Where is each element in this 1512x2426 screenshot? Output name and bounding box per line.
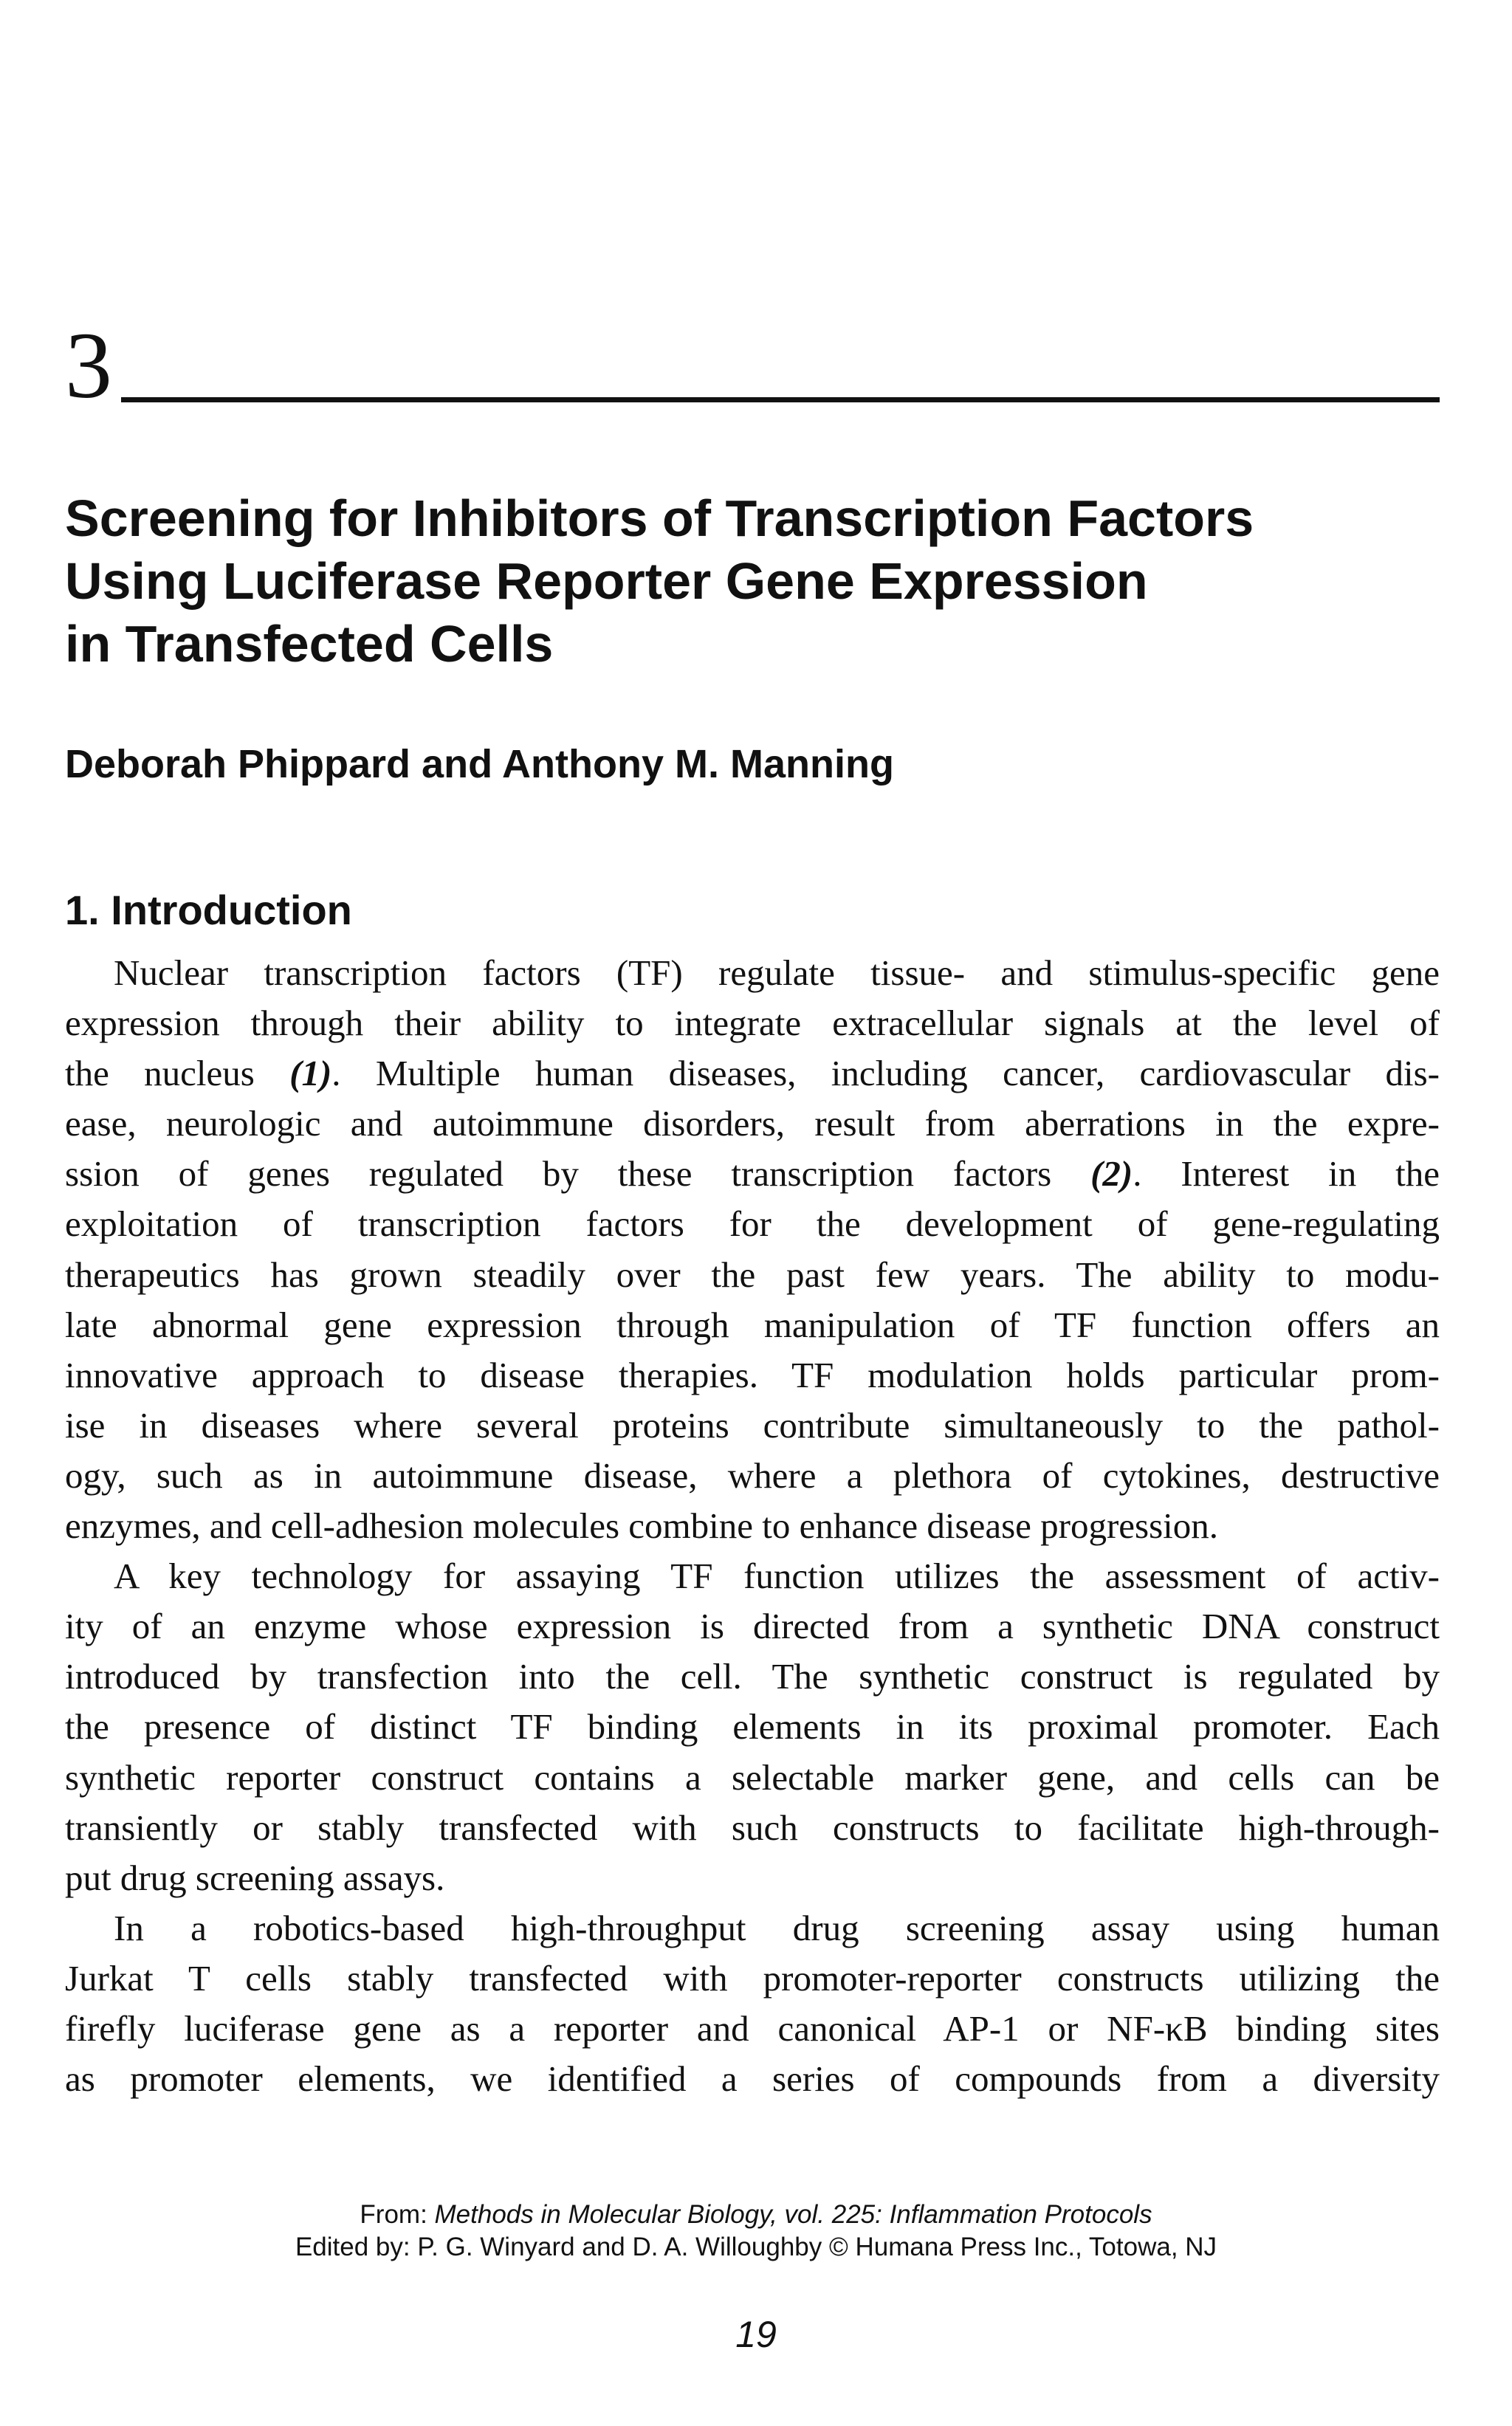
chapter-header	[65, 310, 1440, 421]
source-footer	[0, 2199, 1512, 2264]
footer-edited-line: Edited by: P. G. Winyard and D. A. Willoughby © Humana Press Inc., Totowa, NJ	[295, 2233, 1217, 2261]
citation-ref: (1)	[289, 1053, 332, 1094]
text-line: expression through their ability to integrate extracellular signals at the level of	[65, 1003, 1440, 1044]
text-line: Nuclear transcription factors (TF) regulate tissue- and stimulus-specific gene	[114, 952, 1440, 993]
text-line: late abnormal gene expression through manipulation of TF function offers an	[65, 1304, 1440, 1345]
text-line: In a robotics-based high-throughput drug screening assay using human	[114, 1907, 1440, 1948]
text-line: transiently or stably transfected with such constructs to facilitate high-through-	[65, 1807, 1440, 1848]
footer-from-label: From:	[360, 2200, 435, 2229]
chapter-title	[65, 487, 1440, 676]
text-fragment: ssion of genes regulated by these transcription factors	[65, 1153, 1091, 1195]
authors: Deborah Phippard and Anthony M. Manning	[65, 742, 894, 786]
text-line: as promoter elements, we identified a series of compounds from a diversity	[65, 2058, 1440, 2100]
title-line: Using Luciferase Reporter Gene Expression	[65, 552, 1148, 610]
text-line: enzymes, and cell-adhesion molecules combine to enhance disease progression.	[65, 1505, 1219, 1547]
footer-source: Methods in Molecular Biology, vol. 225: Inflammation Protocols	[434, 2200, 1152, 2229]
text-line: ity of an enzyme whose expression is directed from a synthetic DNA construct	[65, 1606, 1440, 1647]
text-fragment: the nucleus	[65, 1053, 290, 1094]
text-line: synthetic reporter construct contains a selectable marker gene, and cells can be	[65, 1756, 1440, 1798]
text-line: A key technology for assaying TF function utilizes the assessment of activ-	[114, 1556, 1440, 1597]
chapter-number: 3	[65, 313, 112, 418]
text-line: put drug screening assays.	[65, 1857, 445, 1898]
chapter-rule	[121, 397, 1440, 402]
text-line: exploitation of transcription factors for the development of gene-regulating	[65, 1203, 1440, 1245]
text-line	[65, 1048, 1440, 1099]
text-line: ease, neurologic and autoimmune disorders, result from aberrations in the expre-	[65, 1103, 1440, 1144]
title-line: in Transfected Cells	[65, 615, 554, 673]
text-line: ise in diseases where several proteins contribute simultaneously to the pathol-	[65, 1404, 1440, 1446]
title-line: Screening for Inhibitors of Transcription Factors	[65, 489, 1254, 547]
body-text	[65, 948, 1440, 2104]
text-fragment: . Interest in the	[1133, 1153, 1440, 1195]
citation-ref: (2)	[1090, 1153, 1133, 1195]
text-line: introduced by transfection into the cell. The synthetic construct is regulated by	[65, 1656, 1440, 1697]
text-line	[65, 1149, 1440, 1199]
text-line: therapeutics has grown steadily over the past few years. The ability to modu-	[65, 1254, 1440, 1295]
text-line: firefly luciferase gene as a reporter and canonical AP-1 or NF-κB binding sites	[65, 2007, 1440, 2049]
page-number: 19	[735, 2314, 777, 2355]
text-line: ogy, such as in autoimmune disease, where a plethora of cytokines, destructive	[65, 1454, 1440, 1496]
text-line: Jurkat T cells stably transfected with promoter-reporter constructs utilizing the	[65, 1957, 1440, 1999]
text-line: the presence of distinct TF binding elements in its proximal promoter. Each	[65, 1706, 1440, 1748]
text-line: innovative approach to disease therapies. TF modulation holds particular prom-	[65, 1354, 1440, 1395]
footer-source-line	[0, 2199, 1512, 2231]
text-fragment: . Multiple human diseases, including cancer, cardiovascular dis-	[331, 1053, 1440, 1094]
section-heading: 1. Introduction	[65, 887, 352, 933]
